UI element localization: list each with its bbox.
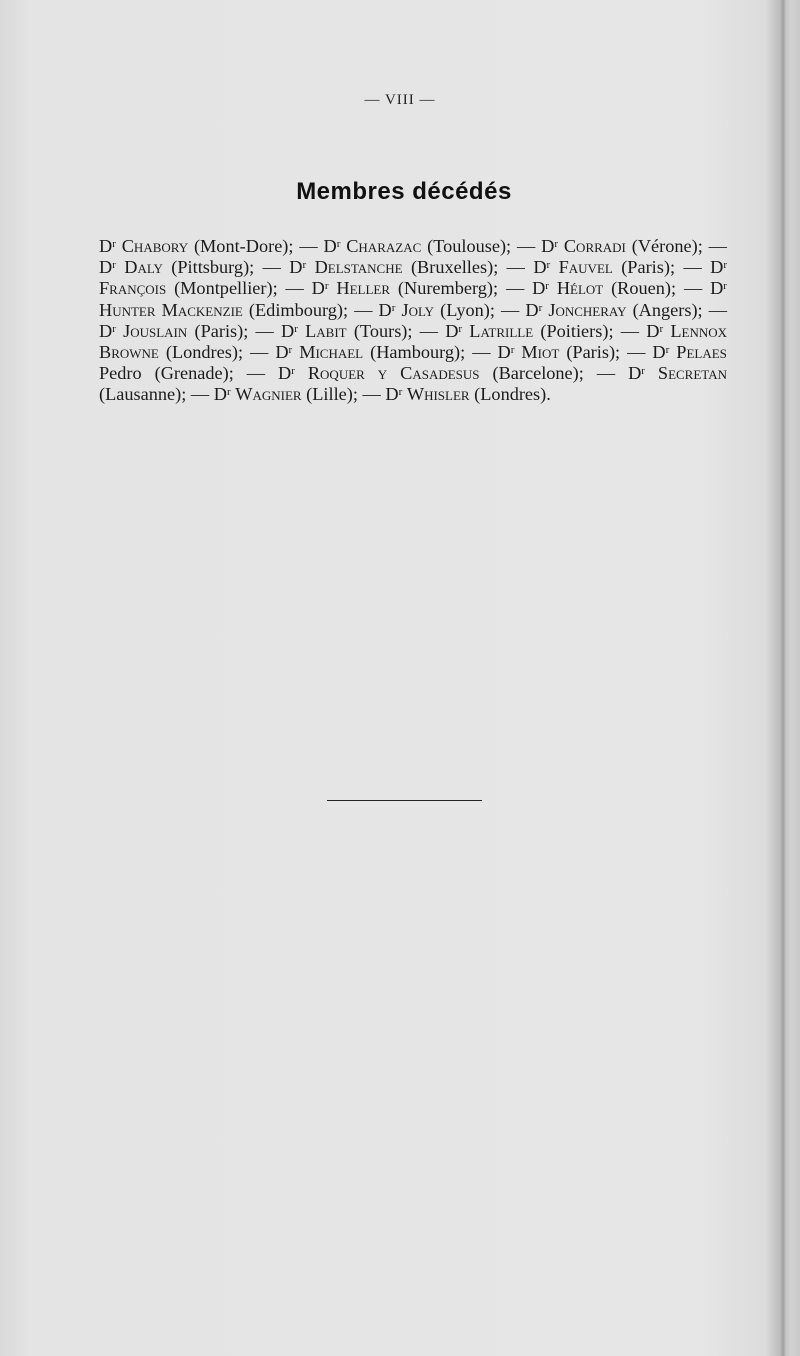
member-entry [263,257,499,277]
doctor-title: D [281,320,295,341]
doctor-title-superscript: r [291,365,295,378]
doctor-title: D [525,299,539,320]
doctor-title: D [99,236,113,256]
doctor-title: D [646,320,660,341]
entry-separator: — [506,257,534,278]
member-name: Roquer y Casadesus [307,363,480,384]
entry-separator: — [505,278,533,299]
doctor-title-superscript: r [641,365,645,378]
member-place: (Londres); [165,342,244,363]
member-name: Heller [336,278,391,299]
doctor-title-superscript: r [294,322,298,335]
member-place: (Nuremberg); [397,278,499,299]
doctor-title-superscript: r [723,280,727,293]
member-place: (Barcelone); [492,363,584,384]
doctor-title: D [710,257,724,278]
doctor-title-superscript: r [723,259,727,272]
member-name: Chabory [121,236,189,256]
member-name: Jouslain [123,320,188,341]
member-name: Corradi [563,236,626,256]
member-entry [286,278,499,298]
member-place: (Bruxelles); [410,257,499,278]
doctor-title: D [378,299,392,320]
member-place: (Londres). [474,384,551,405]
member-place: (Lyon); [440,299,495,320]
member-place: (Tours); [353,320,413,341]
doctor-title: D [445,320,459,341]
member-entry [420,321,614,341]
doctor-title: D [532,278,546,299]
member-place: (Vérone); [631,236,703,256]
doctor-title-superscript: r [546,259,551,272]
member-place: (Mont-Dore); [193,236,294,256]
member-name: Joncheray [548,299,627,320]
doctor-title: D [311,278,325,299]
member-place: (Hambourg); [370,342,466,363]
member-name: Daly [124,257,163,278]
member-place: (Rouen); [611,278,677,299]
entry-separator: — [627,342,653,363]
doctor-title: D [99,320,113,341]
doctor-title: D [628,363,642,384]
doctor-title-superscript: r [112,238,116,250]
member-entry [472,342,620,362]
member-place: (Lille); [306,384,358,405]
member-entry [501,300,703,320]
doctor-title-superscript: r [545,280,549,293]
doctor-title: D [541,236,555,256]
member-entry [517,236,703,256]
doctor-title-superscript: r [336,238,341,250]
member-place: (Toulouse); [427,236,512,256]
member-place: (Lausanne); [99,384,187,405]
member-place: (Edimbourg); [248,299,349,320]
doctor-title-superscript: r [112,322,116,335]
member-entry [363,384,551,404]
member-place: (Montpellier); [174,278,278,299]
doctor-title-superscript: r [538,301,543,314]
page-number: — VIII — [364,92,436,108]
entry-separator: — [501,299,526,320]
entry-separator: — [190,384,214,405]
member-name: Michael [299,342,364,363]
member-entry [354,300,495,320]
doctor-title: D [497,342,511,363]
member-place: (Paris); [621,257,676,278]
member-place: (Angers); [632,299,703,320]
member-name: Lennox Browne [99,320,728,363]
section-title: Membres décédés [296,178,512,205]
deceased-members-list [99,236,727,406]
doctor-title-superscript: r [324,280,329,293]
member-name: Delstanche [314,257,403,278]
entry-separator: — [255,320,282,341]
member-entry [507,257,675,277]
doctor-title-superscript: r [458,322,463,335]
entry-separator: — [620,320,647,341]
member-name: Labit [305,320,347,341]
entry-separator: — [246,363,278,384]
doctor-title-superscript: r [288,344,293,357]
closing-rule [327,800,482,801]
member-name: François [99,278,167,299]
member-place: (Paris); [194,320,249,341]
member-name: Hunter Mackenzie [99,299,243,320]
member-place: Pedro (Grenade); [99,363,234,384]
member-place: (Paris); [566,342,621,363]
member-entry [191,384,358,404]
doctor-title: D [278,363,292,384]
member-name: Latrille [469,320,534,341]
member-name: Wagnier [235,384,302,405]
entry-separator: — [683,257,711,278]
entry-separator: — [683,278,711,299]
member-name: Charazac [346,236,422,256]
doctor-title: D [652,342,666,363]
doctor-title: D [385,384,399,405]
entry-separator: — [250,342,276,363]
doctor-title-superscript: r [112,259,116,272]
doctor-title-superscript: r [302,259,307,272]
entry-separator: — [285,278,312,299]
entry-separator: — [708,299,727,320]
member-name: Secretan [657,363,727,384]
entry-separator: — [708,236,727,256]
member-name: Joly [401,299,435,320]
doctor-title: D [99,257,113,278]
member-name: Fauvel [558,257,613,278]
doctor-title-superscript: r [665,344,670,357]
entry-separator: — [516,236,542,256]
member-name: Miot [521,342,560,363]
doctor-title-superscript: r [659,322,664,335]
member-name: Hélot [556,278,604,299]
doctor-title: D [323,236,337,256]
doctor-title: D [533,257,547,278]
doctor-title: D [710,278,724,299]
member-name: Whisler [406,384,470,405]
member-entry [247,363,584,383]
entry-separator: — [262,257,290,278]
member-entry [506,278,676,298]
entry-separator: — [354,299,379,320]
doctor-title: D [213,384,227,405]
member-entry [250,342,465,362]
doctor-title-superscript: r [554,238,558,250]
doctor-title-superscript: r [398,386,403,399]
entry-separator: — [596,363,629,384]
doctor-title-superscript: r [510,344,515,357]
entry-separator: — [362,384,386,405]
member-place: (Poitiers); [540,320,614,341]
entry-separator: — [419,320,446,341]
member-entry [299,236,511,256]
doctor-title: D [275,342,289,363]
entry-separator: — [299,236,324,256]
doctor-title-superscript: r [391,301,396,314]
doctor-title: D [289,257,303,278]
member-place: (Pittsburg); [171,257,255,278]
doctor-title-superscript: r [226,386,231,399]
member-entry [99,236,293,256]
member-entry [256,321,413,341]
entry-separator: — [472,342,498,363]
member-name: Pelaes [676,342,727,363]
